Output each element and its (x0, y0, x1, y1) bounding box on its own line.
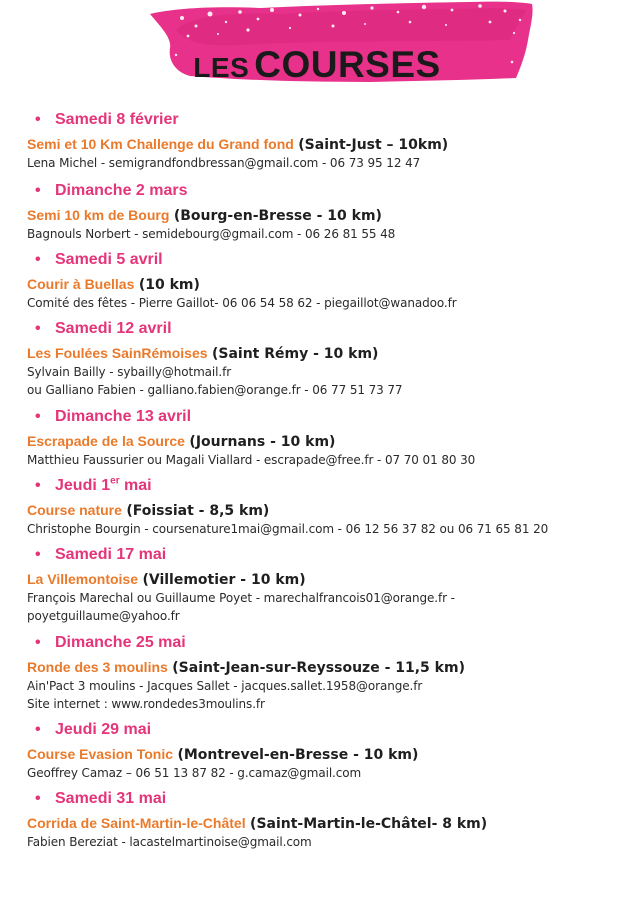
race-line (27, 205, 382, 226)
race-contact: Lena Michel - semigrandfondbressan@gmail.com - 06 73 95 12 47 (27, 156, 421, 170)
race-contact: Christophe Bourgin - coursenature1mai@gmail.com - 06 12 56 37 82 ou 06 71 65 81 20 (27, 522, 549, 536)
race-place: (Montrevel-en-Bresse - 10 km) (177, 747, 419, 763)
bullet-icon: • (35, 546, 41, 563)
bullet-icon: • (35, 721, 41, 738)
race-date: • Samedi 8 février (35, 111, 179, 128)
bullet-icon: • (35, 790, 41, 807)
race-name: Ronde des 3 moulins (27, 659, 168, 675)
race-contact: Sylvain Bailly - sybailly@hotmail.fr (27, 365, 232, 379)
race-place: (Foissiat - 8,5 km) (126, 503, 270, 519)
race-line (27, 134, 448, 155)
race-contact: Comité des fêtes - Pierre Gaillot- 06 06 54 58 62 - piegaillot@wanadoo.fr (27, 296, 457, 310)
race-date: • Jeudi 1er mai (35, 475, 152, 494)
page-title (0, 46, 634, 83)
bullet-icon: • (35, 111, 41, 128)
race-date: • Samedi 31 mai (35, 790, 167, 807)
race-line (27, 569, 306, 590)
bullet-icon: • (35, 320, 41, 337)
race-line (27, 274, 200, 295)
race-name: Course Evasion Tonic (27, 746, 173, 762)
race-date: • Dimanche 25 mai (35, 634, 186, 651)
bullet-icon: • (35, 251, 41, 268)
race-name: Semi et 10 Km Challenge du Grand fond (27, 136, 294, 152)
bullet-icon: • (35, 634, 41, 651)
race-place: (Saint-Jean-sur-Reyssouze - 11,5 km) (172, 660, 465, 676)
race-line (27, 813, 487, 834)
race-name: Courir à Buellas (27, 276, 135, 292)
race-contact: Bagnouls Norbert - semidebourg@gmail.com - 06 26 81 55 48 (27, 227, 396, 241)
race-line (27, 744, 418, 765)
race-place: (Journans - 10 km) (189, 434, 336, 450)
race-line (27, 431, 335, 452)
race-date: • Samedi 17 mai (35, 546, 167, 563)
race-place: (Saint-Martin-le-Châtel- 8 km) (250, 816, 488, 832)
race-name: Semi 10 km de Bourg (27, 207, 170, 223)
race-place: (Villemotier - 10 km) (142, 572, 306, 588)
bullet-icon: • (35, 477, 41, 494)
race-contact: ou Galliano Fabien - galliano.fabien@orange.fr - 06 77 51 73 77 (27, 383, 403, 397)
race-date: • Dimanche 13 avril (35, 408, 192, 425)
race-place: (10 km) (138, 277, 200, 293)
race-date: • Dimanche 2 mars (35, 182, 188, 199)
race-place: (Saint Rémy - 10 km) (211, 346, 379, 362)
race-date: • Samedi 12 avril (35, 320, 172, 337)
race-contact: Fabien Bereziat - lacastelmartinoise@gmail.com (27, 835, 312, 849)
race-name: La Villemontoise (27, 571, 138, 587)
race-date: • Jeudi 29 mai (35, 721, 152, 738)
race-name: Course nature (27, 502, 122, 518)
race-contact: Matthieu Faussurier ou Magali Viallard - escrapade@free.fr - 07 70 01 80 30 (27, 453, 476, 467)
race-name: Corrida de Saint-Martin-le-Châtel (27, 815, 246, 831)
bullet-icon: • (35, 182, 41, 199)
race-line (27, 500, 269, 521)
race-line (27, 657, 465, 678)
title-small-caps: LES (193, 52, 250, 83)
race-contact: Site internet : www.rondedes3moulins.fr (27, 697, 265, 711)
race-name: Les Foulées SainRémoises (27, 345, 208, 361)
race-place: (Saint-Just – 10km) (298, 137, 449, 153)
race-contact: poyetguillaume@yahoo.fr (27, 609, 180, 623)
race-name: Escrapade de la Source (27, 433, 185, 449)
race-place: (Bourg-en-Bresse - 10 km) (173, 208, 382, 224)
bullet-icon: • (35, 408, 41, 425)
race-contact: Geoffrey Camaz – 06 51 13 87 82 - g.camaz@gmail.com (27, 766, 362, 780)
ordinal-suffix: er (110, 475, 120, 487)
race-date: • Samedi 5 avril (35, 251, 163, 268)
race-line (27, 343, 378, 364)
race-contact: François Marechal ou Guillaume Poyet - marechalfrancois01@orange.fr - (27, 591, 455, 605)
title-main: COURSES (254, 44, 441, 85)
race-contact: Ain'Pact 3 moulins - Jacques Sallet - jacques.sallet.1958@orange.fr (27, 679, 423, 693)
